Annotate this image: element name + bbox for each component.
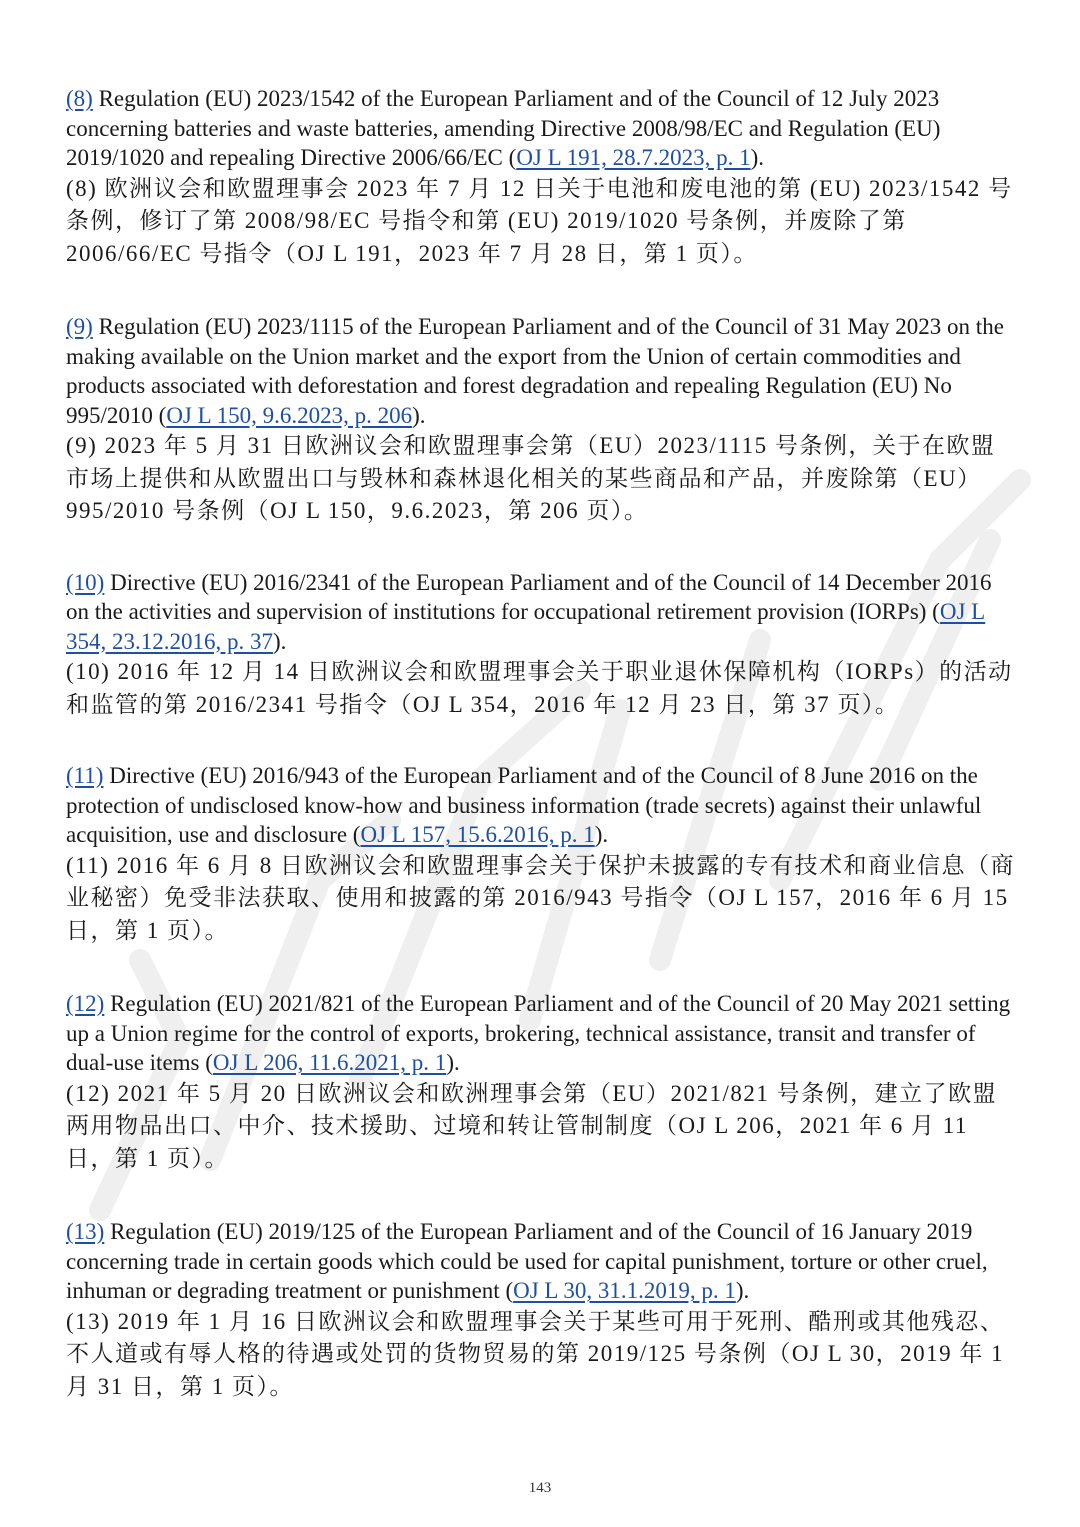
chinese-translation: (11) 2016 年 6 月 8 日欧洲议会和欧盟理事会关于保护未披露的专有技术和商业信息（商业秘密）免受非法获取、使用和披露的第 2016/943 号指令（OJ L 157，2016 年 6 月 15 日，第 1 页）。: [66, 852, 1015, 943]
footnote-ref-link[interactable]: (10): [66, 569, 105, 595]
english-citation: [66, 84, 1016, 173]
reference-entry-13: [66, 1217, 1016, 1403]
citation-text: Regulation (EU) 2023/1542 of the European Parliament and of the Council of 12 July 2023 concerning batteries and waste batteries, amending Directive 2008/98/EC and Regulation (EU) 2019/1020 and repealing Directive 2006/66/EC (: [66, 86, 941, 170]
reference-entry-10: [66, 568, 1016, 722]
citation-end: ).: [735, 1278, 750, 1303]
footnote-ref-link[interactable]: (11): [66, 763, 104, 788]
official-journal-link[interactable]: OJ L 157, 15.6.2016, p. 1: [360, 822, 595, 847]
footnote-ref-link[interactable]: (13): [66, 1219, 105, 1244]
english-citation: [66, 989, 1016, 1078]
footnote-ref-link[interactable]: (8): [66, 86, 93, 111]
chinese-translation: (12) 2021 年 5 月 20 日欧洲议会和欧洲理事会第（EU）2021/821 号条例，建立了欧盟两用物品出口、中介、技术援助、过境和转让管制制度（OJ L 206，2021 年 6 月 11 日，第 1 页）。: [66, 1080, 998, 1171]
reference-entry-9: [66, 312, 1016, 528]
english-citation: [66, 312, 1016, 430]
citation-end: ).: [446, 1050, 460, 1075]
official-journal-link[interactable]: OJ L 30, 31.1.2019, p. 1: [513, 1278, 736, 1303]
citation-end: ).: [412, 402, 426, 428]
citation-text: Directive (EU) 2016/2341 of the European Parliament and of the Council of 14 December 2016 on the activities and supervision of institutions for occupational retirement provision (IORPs) (: [66, 569, 992, 624]
chinese-translation: (10) 2016 年 12 月 14 日欧洲议会和欧盟理事会关于职业退休保障机构（IORPs）的活动和监管的第 2016/2341 号指令（OJ L 354，2016 年 12 月 23 日，第 37 页）。: [66, 659, 1013, 717]
document-body: [66, 84, 1016, 1403]
chinese-translation: (9) 2023 年 5 月 31 日欧洲议会和欧盟理事会第（EU）2023/1115 号条例，关于在欧盟市场上提供和从欧盟出口与毁林和森林退化相关的某些商品和产品，并废除第（EU）995/2010 号条例（OJ L 150，9.6.2023，第 206 页）。: [66, 433, 996, 523]
reference-entry-12: [66, 989, 1016, 1175]
citation-text: Directive (EU) 2016/943 of the European Parliament and of the Council of 8 June 2016 on the protection of undisclosed know-how and business information (trade secrets) against their unlawful acquisition, use and disclosure (: [66, 763, 982, 847]
reference-entry-11: [66, 761, 1016, 947]
footnote-ref-link[interactable]: (9): [66, 314, 93, 339]
reference-entry-8: [66, 84, 1016, 270]
citation-end: ).: [273, 628, 287, 654]
citation-text: Regulation (EU) 2021/821 of the European Parliament and of the Council of 20 May 2021 setting up a Union regime for the control of exports, brokering, technical assistance, transit and transfer of dual-use items (: [66, 991, 1011, 1075]
citation-end: ).: [594, 822, 609, 847]
citation-end: ).: [750, 145, 764, 170]
official-journal-link[interactable]: OJ L 354, 23.12.2016, p. 37: [66, 599, 986, 654]
citation-text: Regulation (EU) 2023/1115 of the European Parliament and of the Council of 31 May 2023 on the making available on the Union market and the export from the Union of certain commodities and products associated with deforestation and forest degradation and repealing Regulation (EU) No 995/2010 (: [66, 314, 1004, 428]
official-journal-link[interactable]: OJ L 206, 11.6.2021, p. 1: [212, 1050, 447, 1075]
page-number: 143: [528, 1480, 552, 1496]
chinese-translation: (13) 2019 年 1 月 16 日欧洲议会和欧盟理事会关于某些可用于死刑、酷刑或其他残忍、不人道或有辱人格的待遇或处罚的货物贸易的第 2019/125 号条例（OJ L 30，2019 年 1 月 31 日，第 1 页）。: [66, 1308, 1005, 1399]
chinese-translation: (8) 欧洲议会和欧盟理事会 2023 年 7 月 12 日关于电池和废电池的第 (EU) 2023/1542 号条例，修订了第 2008/98/EC 号指令和第 (EU) 2019/1020 号条例，并废除了第 2006/66/EC 号指令（OJ L 191，2023 年 7 月 28 日，第 1 页）。: [66, 175, 1013, 266]
english-citation: [66, 1217, 1016, 1306]
english-citation: [66, 568, 1016, 657]
footnote-ref-link[interactable]: (12): [66, 991, 105, 1016]
official-journal-link[interactable]: OJ L 150, 9.6.2023, p. 206: [166, 402, 413, 428]
official-journal-link[interactable]: OJ L 191, 28.7.2023, p. 1: [516, 145, 751, 170]
english-citation: [66, 761, 1016, 850]
citation-text: Regulation (EU) 2019/125 of the European Parliament and of the Council of 16 January 2019 concerning trade in certain goods which could be used for capital punishment, torture or other cruel, inhuman or degrading treatment or punishment (: [66, 1219, 988, 1303]
